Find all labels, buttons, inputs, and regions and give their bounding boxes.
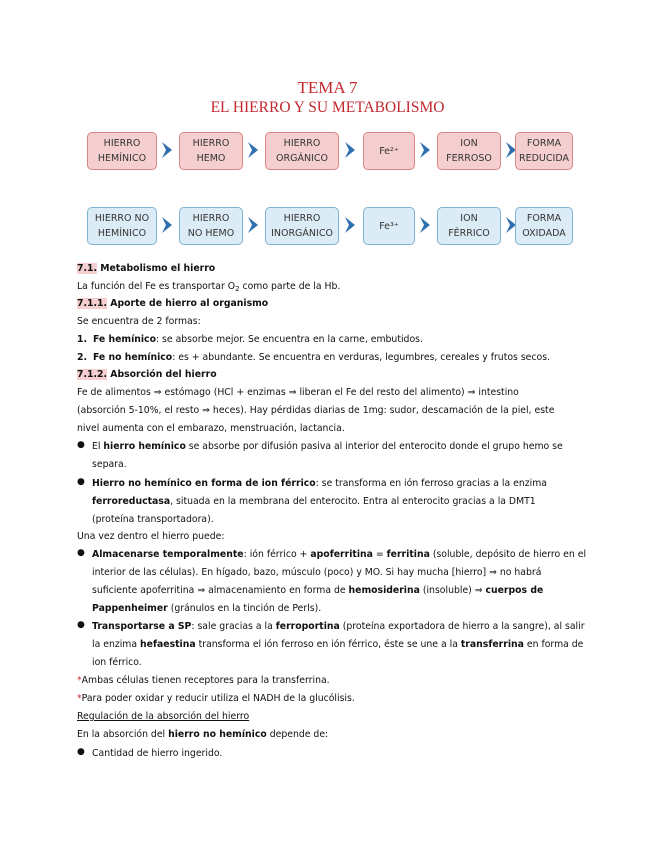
chevron-right-icon <box>160 141 174 159</box>
list-item: 2. Fe no hemínico: es + abundante. Se encuentra en verduras, legumbres, cereales y frutos secos. <box>77 352 550 363</box>
list-item-cont: Pappenheimer (gránulos en la tinción de Perls). <box>92 603 322 614</box>
flow-box-hemo: HIERRO HEMO <box>179 132 243 170</box>
paragraph-line: (absorción 5-10%, el resto ⇒ heces). Hay pérdidas diarias de 1mg: sudor, descamación de la piel, este <box>77 405 555 416</box>
list-item: Almacenarse temporalmente: ión férrico + apoferritina = ferritina (soluble, depósito de hierro en el <box>92 549 587 560</box>
flow-row-heme <box>87 132 573 170</box>
flow-box-heminico: HIERRO HEMÍNICO <box>87 132 157 170</box>
chevron-right-icon <box>160 216 174 234</box>
subheading-regulacion: Regulación de la absorción del hierro <box>77 711 250 722</box>
list-item-cont: interior de las células). En hígado, bazo, músculo (poco) y MO. Si hay mucha [hierro] ⇒ no habrá <box>92 567 542 578</box>
section-heading-7-1: 7.1. Metabolismo el hierro <box>77 263 216 274</box>
paragraph: Se encuentra de 2 formas: <box>77 316 201 327</box>
flow-box-reducida: FORMA REDUCIDA <box>515 132 573 170</box>
paragraph: La función del Fe es transportar $O_2$ como parte de la Hb. <box>77 281 341 293</box>
flow-box-no-heminico: HIERRO NO HEMÍNICO <box>87 207 157 245</box>
bullet-icon: ● <box>77 548 85 558</box>
flow-box-ferrico: ION FÉRRICO <box>437 207 501 245</box>
section-heading-7-1-1: 7.1.1. Aporte de hierro al organismo <box>77 298 269 309</box>
list-item: Hierro no hemínico en forma de ion férrico: se transforma en ión ferroso gracias a la enzima <box>92 478 547 489</box>
list-item-cont: separa. <box>92 459 127 470</box>
chevron-right-icon <box>246 141 260 159</box>
bullet-icon: ● <box>77 620 85 630</box>
flow-box-fe3: Fe³⁺ <box>363 207 415 245</box>
chevron-right-icon <box>343 141 357 159</box>
paragraph-line: nivel aumenta con el embarazo, menstruación, lactancia. <box>77 423 345 434</box>
list-item-cont: suficiente apoferritina ⇒ almacenamiento en forma de hemosiderina (insoluble) ⇒ cuerpos de <box>92 585 544 596</box>
flow-box-organico: HIERRO ORGÁNICO <box>265 132 339 170</box>
list-item-cont: (proteína transportadora). <box>92 514 214 525</box>
bullet-icon: ● <box>77 747 85 757</box>
flow-box-oxidada: FORMA OXIDADA <box>515 207 573 245</box>
chevron-right-icon <box>418 216 432 234</box>
bullet-icon: ● <box>77 477 85 487</box>
list-item-cont: ion férrico. <box>92 657 142 668</box>
list-item-cont: la enzima hefaestina transforma el ión ferroso en ión férrico, éste se une a la transferrina en forma de <box>92 639 584 650</box>
chevron-right-icon <box>418 141 432 159</box>
bullet-icon: ● <box>77 440 85 450</box>
paragraph: En la absorción del hierro no hemínico depende de: <box>77 729 329 740</box>
chevron-right-icon <box>246 216 260 234</box>
section-heading-7-1-2: 7.1.2. Absorción del hierro <box>77 369 217 380</box>
flow-box-no-hemo: HIERRO NO HEMO <box>179 207 243 245</box>
list-item: Cantidad de hierro ingerido. <box>92 748 223 759</box>
flow-box-inorganico: HIERRO INORGÁNICO <box>265 207 339 245</box>
list-item: 1. Fe hemínico: se absorbe mejor. Se encuentra en la carne, embutidos. <box>77 334 423 345</box>
page-subtitle: EL HIERRO Y SU METABOLISMO <box>210 99 445 116</box>
flow-box-fe2: Fe²⁺ <box>363 132 415 170</box>
footnote: *Para poder oxidar y reducir utiliza el NADH de la glucólisis. <box>77 693 355 704</box>
flow-box-ferroso: ION FERROSO <box>437 132 501 170</box>
flow-row-non-heme <box>87 207 573 245</box>
chevron-right-icon <box>343 216 357 234</box>
list-item: Transportarse a SP: sale gracias a la ferroportina (proteína exportadora de hierro a la sangre), al salir <box>92 621 585 632</box>
list-item: El hierro hemínico se absorbe por difusión pasiva al interior del enterocito donde el grupo hemo se <box>92 441 563 452</box>
page-title: TEMA 7 <box>297 78 358 97</box>
list-item-cont: ferroreductasa, situada en la membrana del enterocito. Entra al enterocito gracias a la DMT1 <box>92 496 536 507</box>
paragraph-line: Fe de alimentos ⇒ estómago (HCl + enzimas ⇒ liberan el Fe del resto del alimento) ⇒ intestino <box>77 387 519 398</box>
footnote: *Ambas células tienen receptores para la transferrina. <box>77 675 330 686</box>
paragraph: Una vez dentro el hierro puede: <box>77 531 225 542</box>
